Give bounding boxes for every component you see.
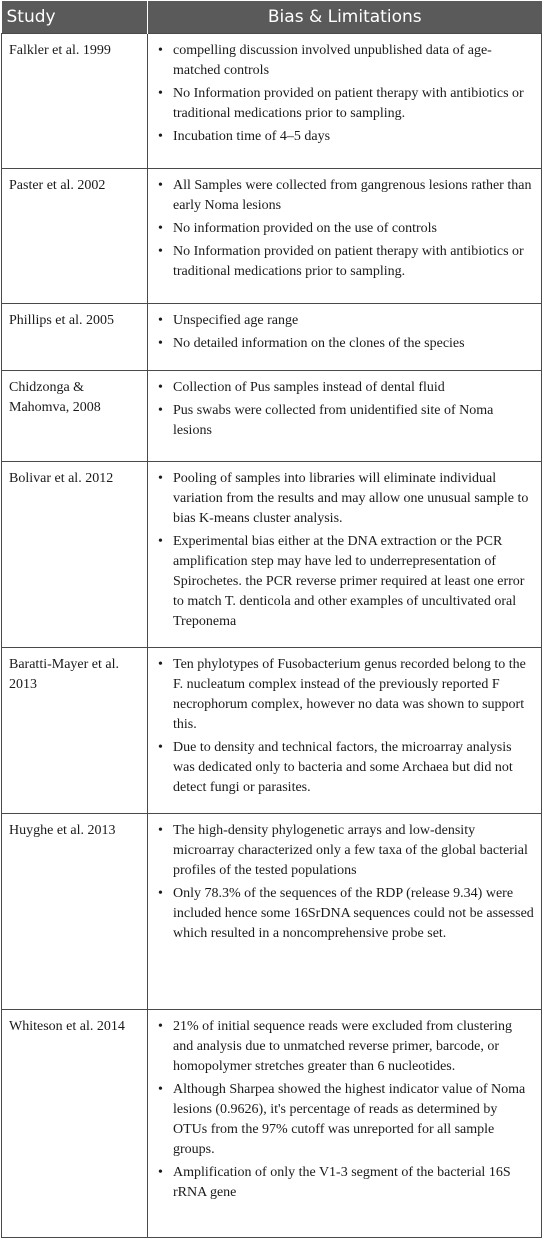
bullet-item: • Collection of Pus samples instead of dental fluid	[155, 378, 535, 398]
bullet-item: • Due to density and technical factors, the microarray analysis was dedicated only to bacteria and some Archaea but did not detect fungi or parasites.	[155, 738, 535, 798]
study-cell: Falkler et al. 1999	[2, 34, 148, 169]
bias-limitations-table	[1, 1, 542, 1238]
table-row	[2, 1010, 542, 1238]
study-cell: Chidzonga & Mahomva, 2008	[2, 371, 148, 462]
bullet-item: • No detailed information on the clones of the species	[155, 334, 535, 354]
bullet-item: • Experimental bias either at the DNA extraction or the PCR amplification step may have led to underrepresentation of Spirochetes. the PCR reverse primer required at least one error to match T. denticola and other examples of uncultivated oral Treponema	[155, 532, 535, 632]
limitations-cell	[148, 304, 542, 371]
bullet-item: • The high-density phylogenetic arrays and low-density microarray characterized only a few taxa of the global bacterial profiles of the tested populations	[155, 821, 535, 881]
limitations-cell	[148, 371, 542, 462]
study-cell: Phillips et al. 2005	[2, 304, 148, 371]
bullet-item: • Ten phylotypes of Fusobacterium genus recorded belong to the F. nucleatum complex instead of the previously reported F necrophorum complex, however no data was shown to support this.	[155, 655, 535, 735]
table-row	[2, 648, 542, 814]
study-cell: Bolivar et al. 2012	[2, 462, 148, 648]
table-row	[2, 169, 542, 304]
limitations-cell	[148, 462, 542, 648]
bullet-item: • Although Sharpea showed the highest indicator value of Noma lesions (0.9626), it's percentage of reads as determined by OTUs from the 97% cutoff was unreported for all sample groups.	[155, 1080, 535, 1160]
study-cell: Paster et al. 2002	[2, 169, 148, 304]
column-header-bias: Bias & Limitations	[148, 1, 542, 34]
bullet-item: • No information provided on the use of controls	[155, 219, 535, 239]
bullet-item: • Amplification of only the V1-3 segment of the bacterial 16S rRNA gene	[155, 1163, 535, 1203]
header-row	[2, 1, 542, 34]
limitations-cell	[148, 34, 542, 169]
column-header-study: Study	[2, 1, 148, 34]
study-cell: Whiteson et al. 2014	[2, 1010, 148, 1238]
table-row	[2, 304, 542, 371]
bullet-item: • No Information provided on patient therapy with antibiotics or traditional medications prior to sampling.	[155, 84, 535, 124]
limitations-cell	[148, 648, 542, 814]
limitations-cell	[148, 169, 542, 304]
bullet-item: • 21% of initial sequence reads were excluded from clustering and analysis due to unmatched reverse primer, barcode, or homopolymer stretches greater than 6 nucleotides.	[155, 1017, 535, 1077]
table-row	[2, 462, 542, 648]
bullet-item: • Unspecified age range	[155, 311, 535, 331]
bullet-item: • Incubation time of 4–5 days	[155, 127, 535, 147]
table-row	[2, 371, 542, 462]
limitations-cell	[148, 814, 542, 1010]
bullet-item: • No Information provided on patient therapy with antibiotics or traditional medications prior to sampling.	[155, 242, 535, 282]
study-cell: Huyghe et al. 2013	[2, 814, 148, 1010]
bullet-item: • Only 78.3% of the sequences of the RDP (release 9.34) were included hence some 16SrDNA sequences could not be assessed which resulted in a noncomprehensive probe set.	[155, 884, 535, 944]
table-row	[2, 814, 542, 1010]
bullet-item: • compelling discussion involved unpublished data of age-matched controls	[155, 41, 535, 81]
bullet-item: • Pooling of samples into libraries will eliminate individual variation from the results and may allow one unusual sample to bias K-means cluster analysis.	[155, 469, 535, 529]
study-cell: Baratti-Mayer et al. 2013	[2, 648, 148, 814]
bullet-item: • Pus swabs were collected from unidentified site of Noma lesions	[155, 401, 535, 441]
bullet-item: • All Samples were collected from gangrenous lesions rather than early Noma lesions	[155, 176, 535, 216]
table-row	[2, 34, 542, 169]
limitations-cell	[148, 1010, 542, 1238]
